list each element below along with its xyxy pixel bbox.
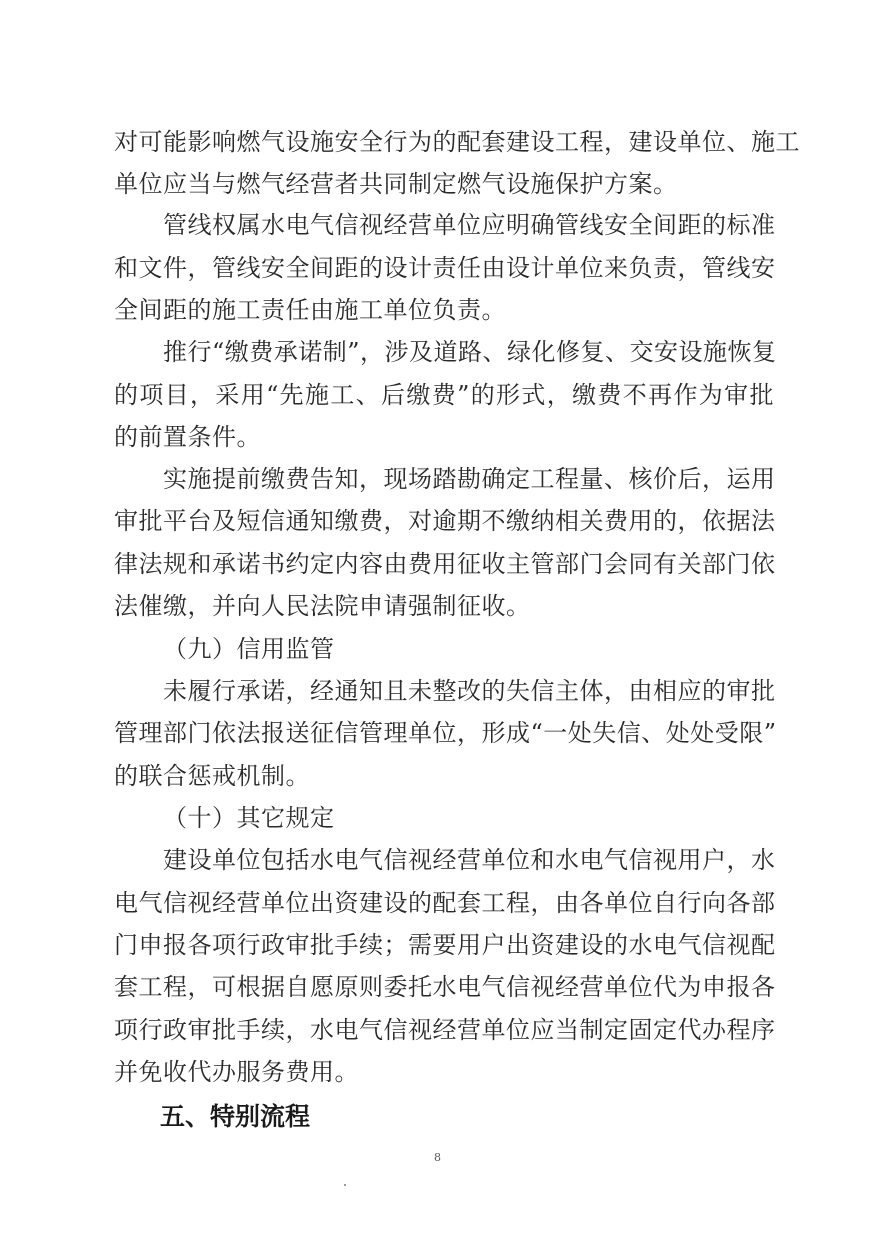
text-line: 并免收代办服务费用。	[114, 1058, 359, 1086]
page-number: 8	[434, 1151, 441, 1164]
text-line: 管理部门依法报送征信管理单位，形成“一处失信、处处受限”	[114, 719, 777, 747]
text-line: 的项目，采用“先施工、后缴费”的形式，缴费不再作为审批	[114, 381, 774, 409]
paragraph-first-line: 推行“缴费承诺制”，涉及道路、绿化修复、交安设施恢复	[163, 338, 777, 366]
text-line: 的联合惩戒机制。	[114, 762, 310, 790]
text-line: 套工程，可根据自愿原则委托水电气信视经营单位代为申报各	[114, 973, 776, 1001]
text-line: 门申报各项行政审批手续；需要用户出资建设的水电气信视配	[114, 931, 776, 959]
paragraph-first-line: 管线权属水电气信视经营单位应明确管线安全间距的标准	[163, 211, 776, 239]
subsection-heading: （十）其它规定	[163, 804, 335, 832]
subsection-heading: （九）信用监管	[163, 635, 335, 663]
text-line: 律法规和承诺书约定内容由费用征收主管部门会同有关部门依	[114, 550, 776, 578]
paragraph-first-line: 建设单位包括水电气信视经营单位和水电气信视用户，水	[163, 846, 776, 874]
text-line: 法催缴，并向人民法院申请强制征收。	[114, 592, 531, 620]
paragraph-first-line: 实施提前缴费告知，现场踏勘确定工程量、核价后，运用	[163, 465, 776, 493]
text-line: 电气信视经营单位出资建设的配套工程，由各单位自行向各部	[114, 889, 776, 917]
text-line: 审批平台及短信通知缴费，对逾期不缴纳相关费用的，依据法	[114, 507, 776, 535]
section-heading: 五、特别流程	[160, 1102, 311, 1131]
text-line: 和文件，管线安全间距的设计责任由设计单位来负责，管线安	[114, 254, 776, 282]
text-line: 项行政审批手续，水电气信视经营单位应当制定固定代办程序	[114, 1016, 776, 1044]
text-line: 的前置条件。	[114, 423, 261, 451]
paragraph-first-line: 未履行承诺，经通知且未整改的失信主体，由相应的审批	[163, 677, 776, 705]
scan-speck	[344, 1184, 346, 1186]
text-line: 单位应当与燃气经营者共同制定燃气设施保护方案。	[114, 170, 678, 198]
text-line: 对可能影响燃气设施安全行为的配套建设工程，建设单位、施工	[114, 128, 800, 156]
text-line: 全间距的施工责任由施工单位负责。	[114, 296, 506, 324]
